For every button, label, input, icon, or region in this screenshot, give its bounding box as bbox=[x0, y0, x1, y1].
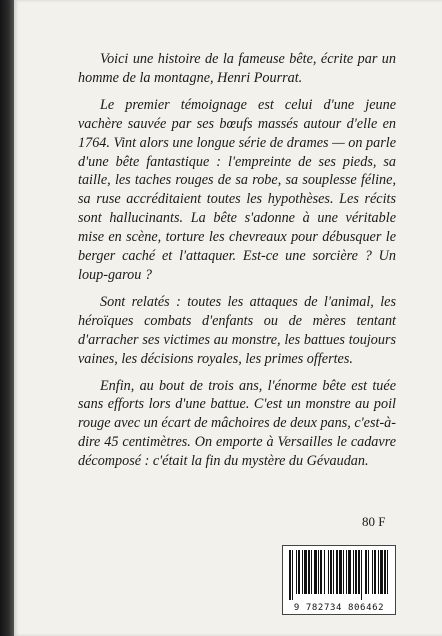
barcode-bar bbox=[302, 550, 303, 594]
barcode-bar bbox=[333, 550, 334, 594]
barcode-bar bbox=[358, 550, 360, 594]
barcode-bar bbox=[348, 550, 351, 594]
barcode-bar bbox=[330, 550, 332, 594]
barcode-bar bbox=[311, 550, 312, 594]
blurb-paragraph-1: Voici une histoire de la fameuse bête, écrite par un homme de la montagne, Henri Pourrat. bbox=[78, 51, 396, 86]
blurb-paragraph-2: Le premier témoignage est celui d'une jeune vachère sauvée par ses bœufs massés autour d'elle en 1764. Vint alors une longue série de drames — on parle d'une bête fantastique : l'empreinte de ses pieds, sa taille, les taches rouges de sa robe, sa souplesse féline, sa ruse accréditaient toutes les hypothèses. Les récits sont hallucinants. La bête s'adonne à une véritable mise en scène, torture les chevreaux pour débusquer le berger caché et l'attaquer. Est-ce une sorcière ? Un loup-garou ? bbox=[78, 96, 396, 283]
barcode-bar bbox=[324, 550, 325, 594]
barcode-bar bbox=[308, 550, 310, 594]
barcode-bar bbox=[361, 550, 362, 600]
barcode-bar bbox=[298, 550, 300, 594]
barcode-bar bbox=[346, 550, 347, 594]
barcode-bar bbox=[328, 550, 329, 594]
barcode-bar bbox=[339, 550, 342, 594]
barcode-bar bbox=[320, 550, 322, 594]
barcode-bar bbox=[336, 550, 338, 594]
barcode-bar bbox=[318, 550, 319, 594]
barcode-bar bbox=[365, 550, 367, 594]
barcode-bar bbox=[380, 550, 383, 594]
barcode-digits: 9 782734 806462 bbox=[293, 603, 385, 613]
barcode-bar bbox=[384, 550, 386, 594]
barcode-bar bbox=[289, 550, 291, 600]
barcode-bar bbox=[372, 550, 373, 594]
barcode-bar bbox=[292, 550, 293, 600]
blurb-paragraph-3: Sont relatés : toutes les attaques de l'animal, les héroïques combats d'enfants ou de mères tentant d'arracher ses victimes au monstre, les battues toujours vaines, les décisions royales, les primes offertes. bbox=[78, 293, 396, 367]
barcode-bar bbox=[343, 550, 344, 594]
barcode bbox=[282, 545, 396, 615]
blurb-text bbox=[78, 50, 396, 479]
barcode-bar bbox=[353, 550, 354, 594]
price-label: 80 F bbox=[362, 514, 386, 529]
blurb-paragraph-4: Enfin, au bout de trois ans, l'énorme bête est tuée sans efforts lors d'une battue. C'est un monstre au poil rouge avec un écart de mâchoires de deux pans, c'est-à-dire 45 centimètres. On emporte à Versailles le cadavre décomposé : c'était la fin du mystère du Gévaudan. bbox=[78, 377, 396, 470]
barcode-bar bbox=[355, 550, 357, 594]
barcode-bar bbox=[304, 550, 307, 594]
book-spine-edge bbox=[0, 0, 14, 636]
barcode-bar bbox=[368, 550, 369, 594]
barcode-bar bbox=[374, 550, 376, 594]
barcode-bars bbox=[287, 550, 391, 600]
barcode-bar bbox=[296, 550, 297, 594]
barcode-bar bbox=[378, 550, 379, 594]
barcode-bar bbox=[387, 550, 388, 594]
barcode-bar bbox=[314, 550, 317, 594]
